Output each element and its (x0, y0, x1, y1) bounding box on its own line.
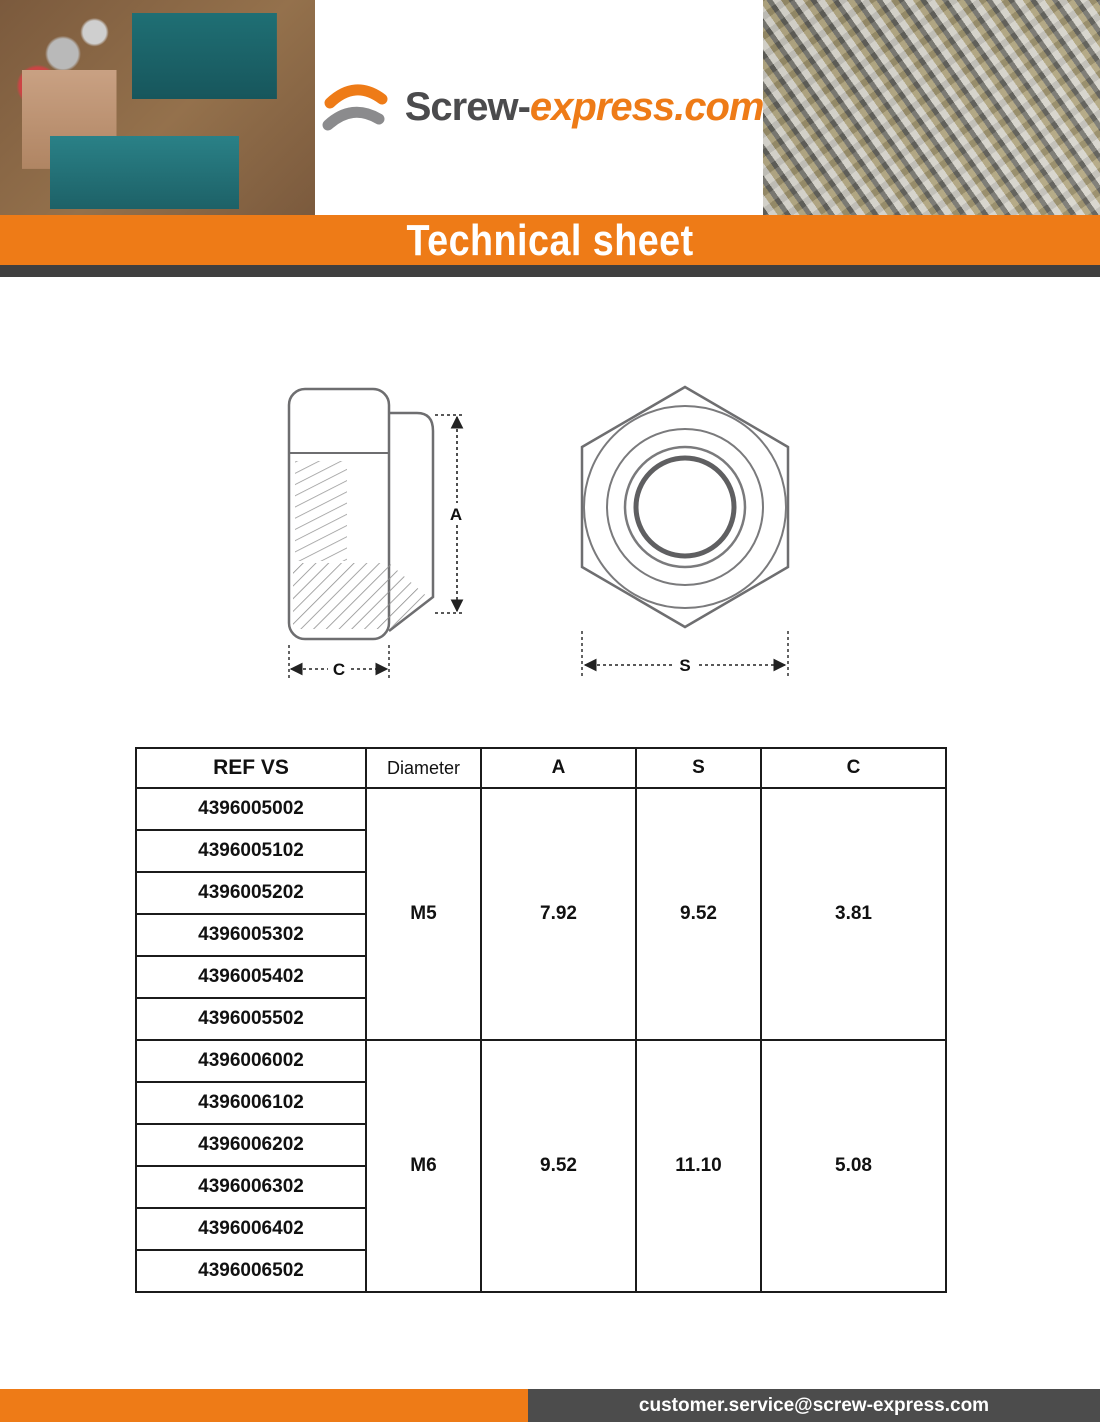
dimension-a-label: A (449, 505, 463, 524)
nut-front-view (555, 377, 815, 687)
table-row (136, 788, 946, 830)
screws-photo (763, 0, 1100, 215)
thread-hatch (295, 461, 347, 561)
c-value-cell: 3.81 (761, 788, 946, 1040)
diameter-cell: M6 (366, 1040, 481, 1292)
ref-cell: 4396005102 (136, 830, 366, 872)
dimension-s (582, 631, 788, 679)
dimension-c (289, 645, 389, 680)
header (0, 0, 1100, 215)
a-value-cell: 7.92 (481, 788, 636, 1040)
brand-name-primary: Screw- (404, 85, 530, 129)
header-s: S (636, 748, 761, 788)
ref-cell: 4396005502 (136, 998, 366, 1040)
spec-table (135, 747, 947, 1293)
contact-email: customer.service@screw-express.com (638, 1394, 990, 1416)
bore-circle (636, 458, 734, 556)
ref-cell: 4396006002 (136, 1040, 366, 1082)
header-ref-vs: REF VS (136, 748, 366, 788)
hexagon-outline (582, 387, 788, 627)
a-value-cell: 9.52 (481, 1040, 636, 1292)
inscribed-circle (584, 406, 786, 608)
footer (0, 1389, 1100, 1422)
ref-cell: 4396006502 (136, 1250, 366, 1292)
screw-express-logo-icon (315, 75, 395, 141)
title-banner (0, 215, 1100, 265)
chamfer-circle (607, 429, 763, 585)
nut-side-view (285, 377, 485, 687)
dimension-s-label: S (679, 656, 691, 675)
ref-cell: 4396006202 (136, 1124, 366, 1166)
ref-cell: 4396005402 (136, 956, 366, 998)
c-value-cell: 5.08 (761, 1040, 946, 1292)
ref-cell: 4396005002 (136, 788, 366, 830)
header-c: C (761, 748, 946, 788)
header-diameter: Diameter (366, 748, 481, 788)
page-title: Technical sheet (406, 215, 694, 264)
s-value-cell: 11.10 (636, 1040, 761, 1292)
ref-cell: 4396005202 (136, 872, 366, 914)
dimension-a (435, 415, 467, 613)
brand-logo (315, 0, 764, 215)
brand-name (405, 85, 764, 130)
header-a: A (481, 748, 636, 788)
table-header-row (136, 748, 946, 788)
workbench-photo (0, 0, 315, 215)
brand-name-secondary: express.com (529, 85, 764, 129)
table-row (136, 1040, 946, 1082)
spec-table-body (136, 788, 946, 1292)
footer-accent-bar (0, 1389, 528, 1422)
insert-circle (625, 447, 745, 567)
ref-cell: 4396006302 (136, 1166, 366, 1208)
dimension-c-label: C (332, 660, 346, 679)
diameter-cell: M5 (366, 788, 481, 1040)
ref-cell: 4396005302 (136, 914, 366, 956)
technical-drawings (0, 377, 1100, 697)
s-value-cell: 9.52 (636, 788, 761, 1040)
section-hatch (293, 563, 430, 629)
banner-underline (0, 265, 1100, 277)
footer-contact-bar (528, 1389, 1100, 1422)
ref-cell: 4396006102 (136, 1082, 366, 1124)
ref-cell: 4396006402 (136, 1208, 366, 1250)
